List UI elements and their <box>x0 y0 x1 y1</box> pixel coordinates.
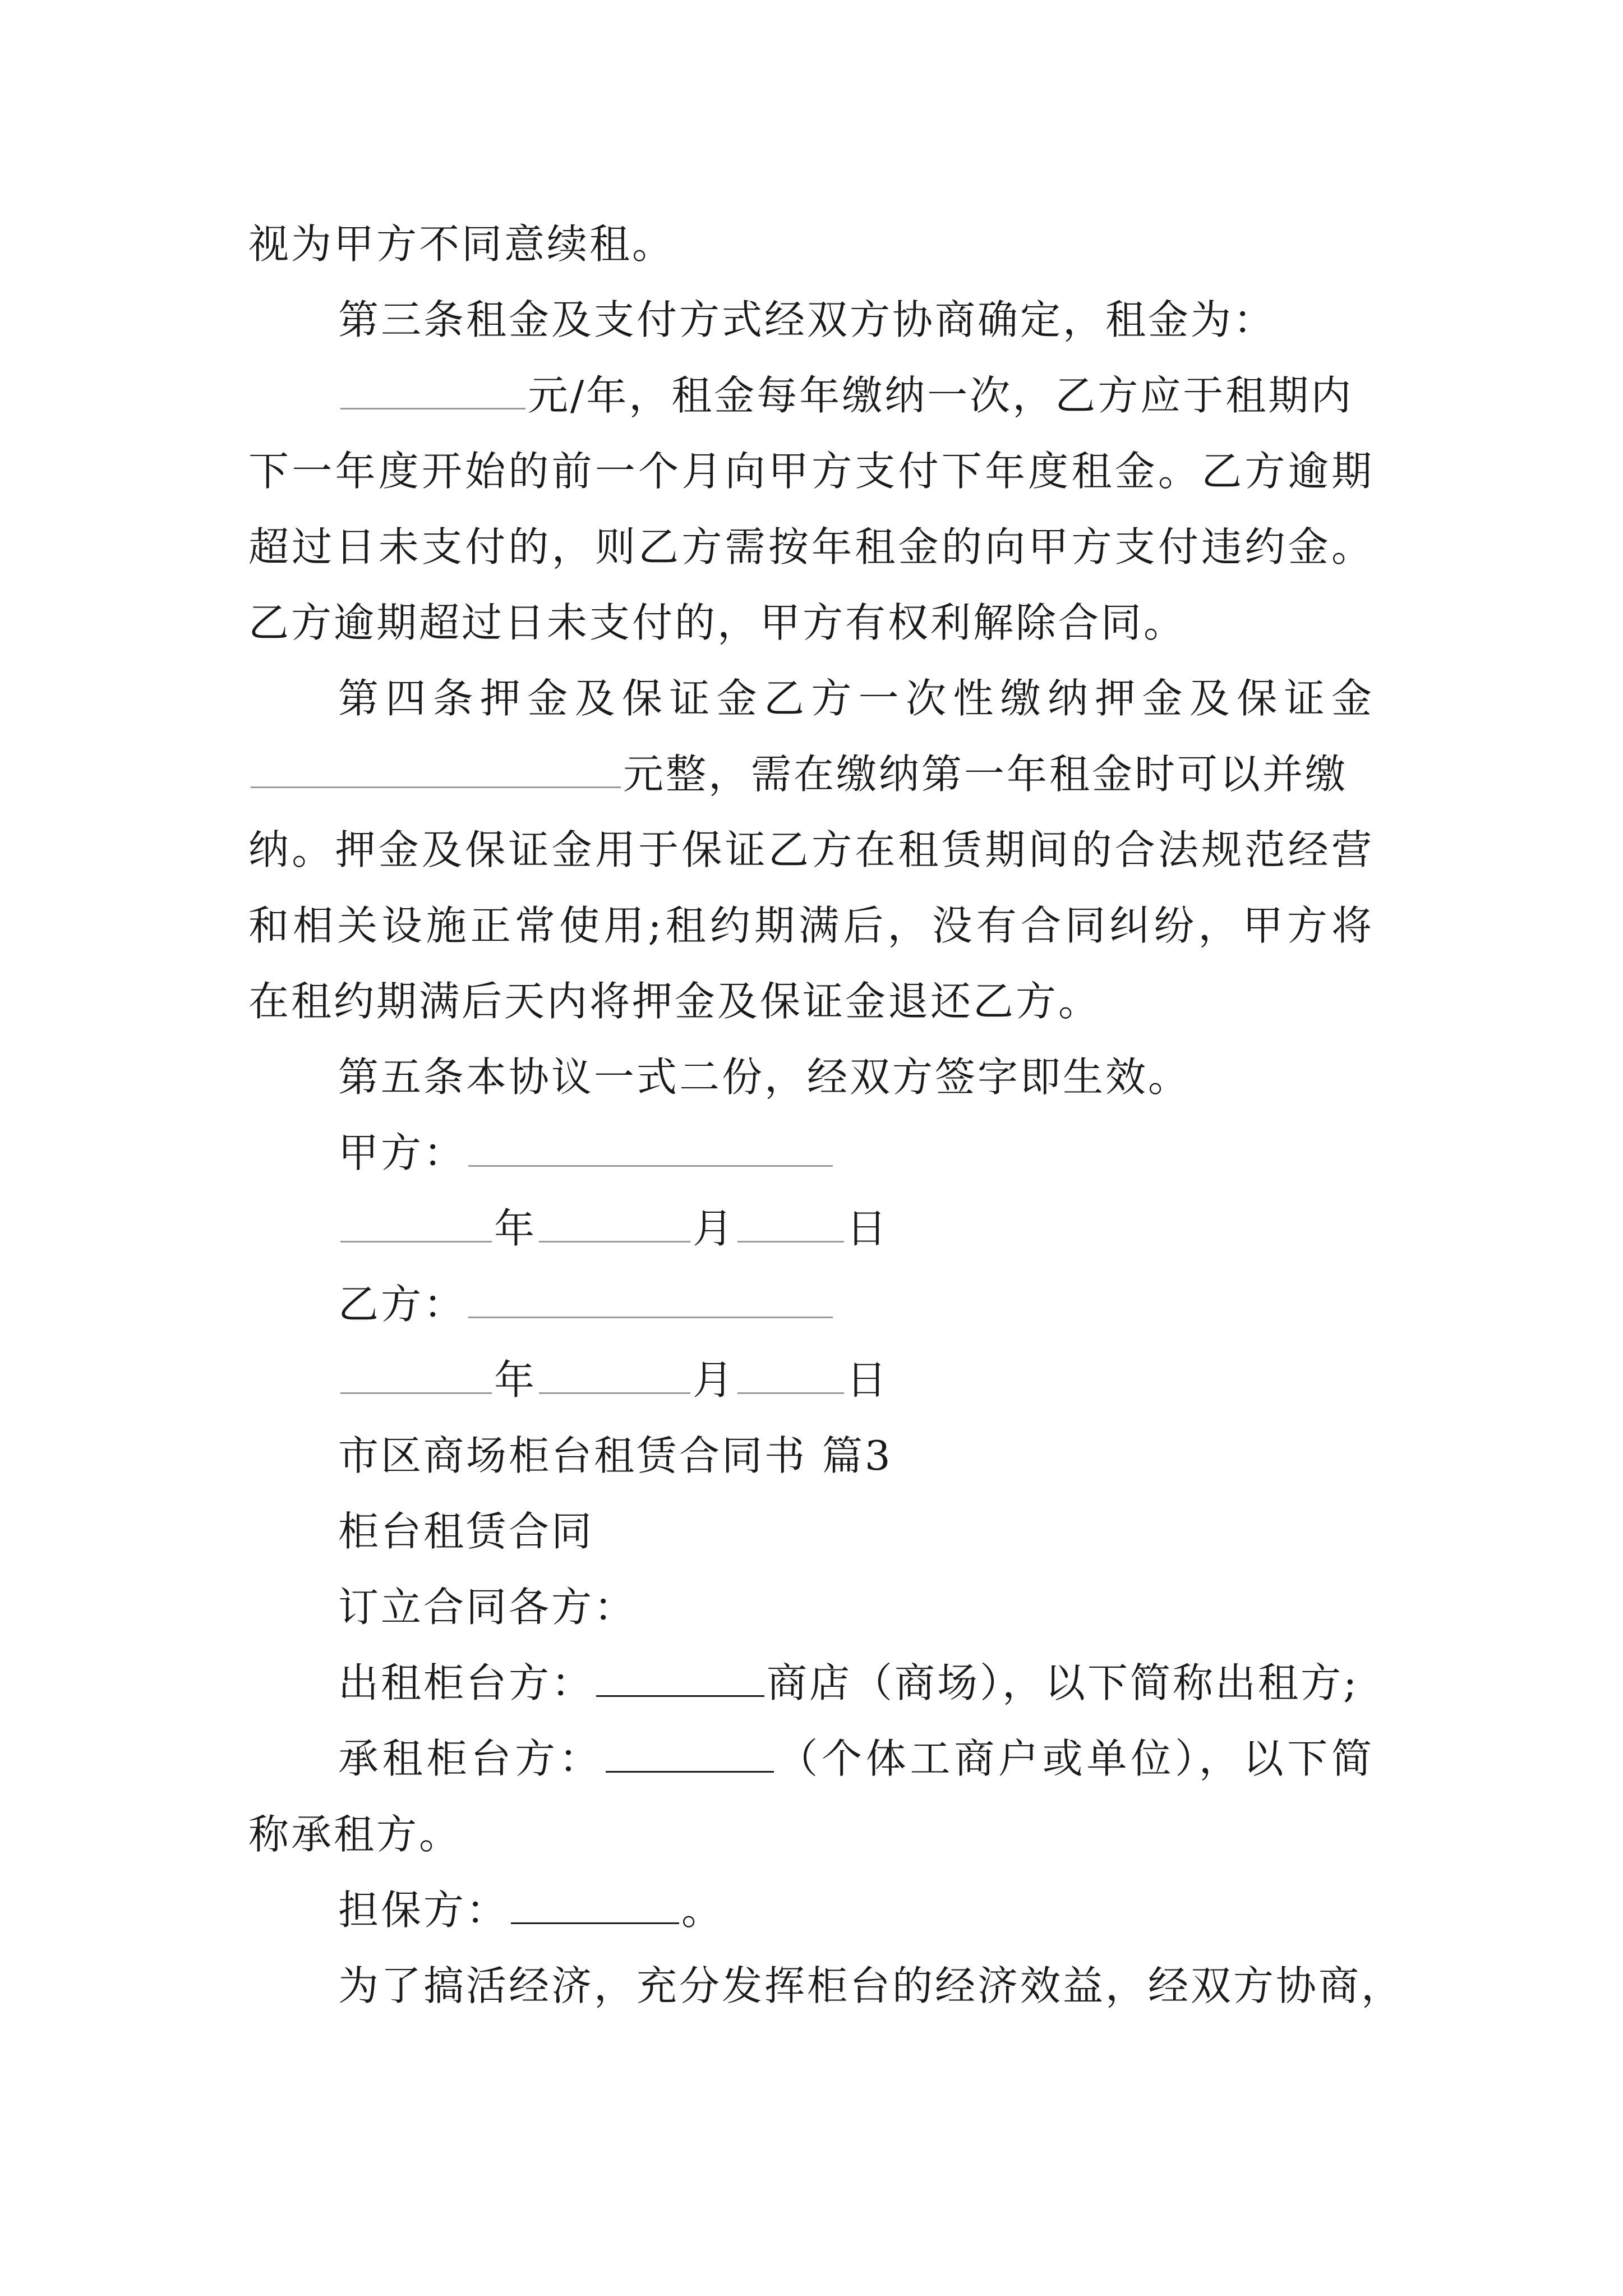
contract-title <box>338 1503 594 1559</box>
article-4-heading <box>338 670 1374 726</box>
lessee-label: 承租柜台方： <box>338 1735 603 1782</box>
guarantor-label: 担保方： <box>338 1887 509 1934</box>
line-text: 乙方逾期超过日未支付的，甲方有权利解除合同。 <box>248 599 1187 646</box>
text-line <box>248 973 1101 1029</box>
year-blank[interactable] <box>340 1356 492 1394</box>
month-label: 月 <box>693 1205 736 1252</box>
line-text: 第三条租金及支付方式经双方协商确定，租金为： <box>338 296 1276 343</box>
year-label: 年 <box>494 1205 537 1252</box>
lessee-blank[interactable] <box>606 1735 774 1773</box>
article-3-heading <box>338 292 1276 348</box>
text-line <box>248 216 675 272</box>
lessor-line <box>338 1655 1359 1711</box>
month-blank[interactable] <box>539 1356 690 1394</box>
section-title-text: 市区商场柜台租赁合同书 篇3 <box>338 1432 893 1479</box>
party-b-signature-line <box>338 1276 835 1332</box>
party-a-signature-line <box>338 1125 835 1181</box>
text-line <box>248 443 1374 499</box>
guarantor-end: 。 <box>681 1887 725 1934</box>
line-text: 订立合同各方： <box>338 1584 637 1631</box>
month-blank[interactable] <box>539 1205 690 1243</box>
text-line <box>248 595 1186 651</box>
line-text: 和相关设施正常使用;租约期满后，没有合同纠纷，甲方将 <box>248 902 1374 949</box>
text-line <box>338 1958 1404 2014</box>
line-text: 元/年，租金每年缴纳一次，乙方应于租期内 <box>528 372 1354 419</box>
contract-title-text: 柜台租赁合同 <box>338 1508 594 1555</box>
year-blank[interactable] <box>340 1205 492 1243</box>
lessor-text: 商店（商场），以下简称出租方; <box>767 1659 1359 1706</box>
day-label: 日 <box>846 1356 889 1404</box>
year-label: 年 <box>494 1356 537 1404</box>
lessee-text: （个体工商户或单位），以下简 <box>776 1735 1374 1782</box>
month-label: 月 <box>693 1356 736 1404</box>
party-a-label: 甲方： <box>338 1129 467 1176</box>
deposit-amount-blank[interactable] <box>251 751 621 788</box>
party-b-date-line <box>338 1352 889 1408</box>
lessor-blank[interactable] <box>596 1659 764 1697</box>
text-line <box>248 1806 462 1862</box>
lessor-label: 出租柜台方： <box>338 1659 594 1706</box>
line-text: 为了搞活经济，充分发挥柜台的经济效益，经双方协商， <box>338 1962 1404 2009</box>
rent-amount-blank[interactable] <box>340 372 525 409</box>
day-blank[interactable] <box>737 1356 844 1394</box>
party-b-label: 乙方： <box>338 1281 467 1328</box>
party-b-blank[interactable] <box>468 1281 833 1318</box>
text-line <box>338 1579 637 1635</box>
day-blank[interactable] <box>737 1205 844 1243</box>
party-a-blank[interactable] <box>468 1129 833 1167</box>
text-line <box>248 746 1348 802</box>
line-text: 称承租方。 <box>248 1811 462 1858</box>
text-line <box>248 898 1374 954</box>
party-a-date-line <box>338 1200 889 1257</box>
line-text: 视为甲方不同意续租。 <box>248 220 675 268</box>
text-line <box>248 519 1374 575</box>
text-line <box>248 822 1374 878</box>
line-text: 超过日未支付的，则乙方需按年租金的向甲方支付违约金。 <box>248 523 1374 570</box>
line-text: 在租约期满后天内将押金及保证金退还乙方。 <box>248 978 1101 1025</box>
line-text: 元整，需在缴纳第一年租金时可以并缴 <box>623 751 1348 798</box>
line-text: 第四条押金及保证金乙方一次性缴纳押金及保证金 <box>338 675 1374 722</box>
text-line <box>338 367 1353 424</box>
article-5-heading <box>338 1049 1191 1105</box>
guarantor-line <box>338 1882 724 1938</box>
lessee-line <box>338 1731 1374 1787</box>
section-title <box>338 1428 893 1484</box>
line-text: 下一年度开始的前一个月向甲方支付下年度租金。乙方逾期 <box>248 448 1374 495</box>
line-text: 纳。押金及保证金用于保证乙方在租赁期间的合法规范经营 <box>248 826 1374 873</box>
guarantor-blank[interactable] <box>511 1887 679 1924</box>
line-text: 第五条本协议一式二份，经双方签字即生效。 <box>338 1053 1191 1101</box>
day-label: 日 <box>846 1205 889 1252</box>
